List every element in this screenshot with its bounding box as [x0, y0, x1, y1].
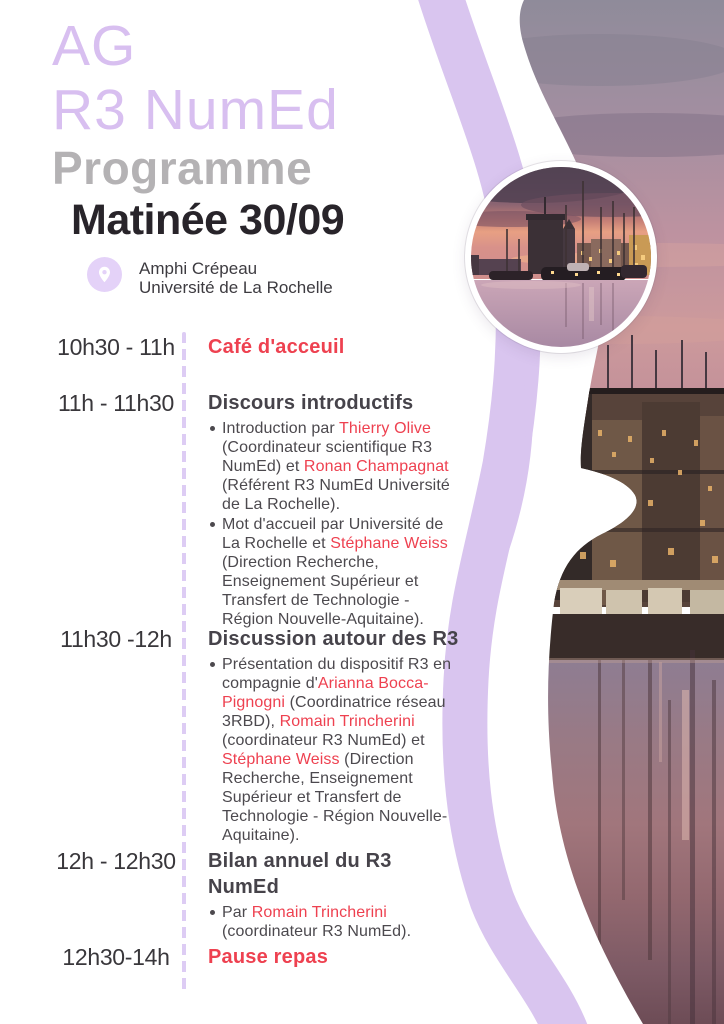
schedule-row	[52, 334, 464, 361]
location-line1: Amphi Crépeau	[139, 259, 258, 278]
person-name: Stéphane Weiss	[330, 535, 448, 552]
event-detail-item: Présentation du dispositif R3 en compagnie d'Arianna Bocca-Pignogni (Coordinatrice réseau 3RBD), Romain Trincherini (coordinateur R3 NumEd) et Stéphane Weiss (Direction Recherche, Enseignement Supérieur et Transfert de Technologie - Région Nouvelle-Aquitaine).	[222, 655, 464, 845]
session-title: Matinée 30/09	[71, 196, 345, 244]
page-title-line2: R3 NumEd	[52, 78, 339, 142]
event-details	[208, 903, 464, 941]
schedule-row	[52, 390, 464, 630]
schedule-time: 12h - 12h30	[56, 848, 176, 874]
harbour-photo-circle	[465, 161, 657, 353]
location-text	[139, 259, 333, 297]
page-title-line1: AG	[52, 14, 137, 78]
person-name: Ronan Champagnat	[303, 458, 449, 475]
event-detail-item: Par Romain Trincherini (coordinateur R3 NumEd).	[222, 903, 464, 941]
event-detail-item: Introduction par Thierry Olive (Coordinateur scientifique R3 NumEd) et Ronan Champagnat (Référent R3 NumEd Université de La Rochelle).	[222, 419, 464, 514]
event-title: Pause repas	[208, 946, 329, 968]
schedule-row	[52, 626, 464, 846]
event-title: Bilan annuel du R3 NumEd	[208, 850, 392, 898]
event-details	[208, 655, 464, 845]
schedule-time: 10h30 - 11h	[57, 334, 175, 360]
event-title: Discours introductifs	[208, 392, 414, 414]
person-name: Arianna Bocca-Pignogni	[222, 675, 429, 711]
schedule-time: 12h30-14h	[62, 944, 170, 970]
schedule-time: 11h - 11h30	[57, 390, 175, 416]
event-title: Discussion autour des R3	[208, 628, 459, 650]
event-detail-item: Mot d'accueil par Université de La Rochelle et Stéphane Weiss (Direction Recherche, Enseignement Supérieur et Transfert de Technologie - Région Nouvelle-Aquitaine).	[222, 515, 464, 629]
schedule-row	[52, 848, 464, 942]
person-name: Romain Trincherini	[251, 904, 387, 921]
location-line2: Université de La Rochelle	[139, 278, 333, 297]
person-name: Stéphane Weiss	[222, 751, 340, 768]
event-details	[208, 419, 464, 629]
person-name: Thierry Olive	[339, 420, 432, 437]
event-title: Café d'acceuil	[208, 336, 345, 358]
schedule-time: 11h30 -12h	[60, 626, 172, 652]
page-subtitle: Programme	[52, 142, 313, 194]
location-pin-icon	[87, 257, 122, 292]
person-name: Romain Trincherini	[279, 713, 415, 730]
schedule-row	[52, 944, 464, 971]
